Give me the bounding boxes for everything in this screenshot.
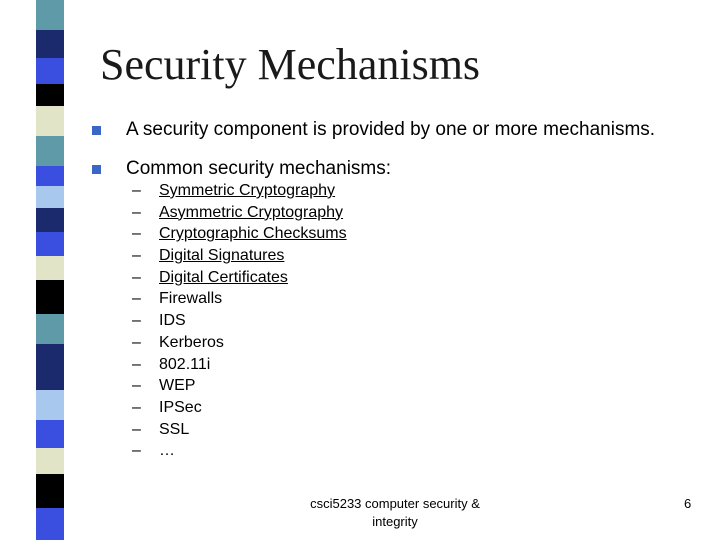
dash-marker: – — [132, 182, 141, 199]
mechanism-link[interactable]: Cryptographic Checksums — [159, 225, 347, 243]
mechanism-link[interactable]: Digital Signatures — [159, 247, 285, 265]
dash-marker: – — [132, 398, 141, 416]
square-bullet-icon — [92, 126, 101, 135]
mechanism-text: SSL — [159, 420, 190, 438]
slide-title: Security Mechanisms — [100, 40, 481, 89]
strip-block — [36, 508, 64, 540]
strip-block — [36, 30, 64, 58]
strip-block — [36, 136, 64, 166]
bullet-text: Common security mechanisms: — [126, 158, 392, 179]
dash-marker: – — [132, 442, 141, 460]
mechanism-link[interactable]: Asymmetric Cryptography — [159, 203, 344, 221]
dash-marker: – — [132, 312, 141, 330]
decorative-color-strip — [36, 0, 64, 540]
strip-block — [36, 0, 64, 30]
strip-block — [36, 106, 64, 136]
mechanism-text: … — [159, 442, 175, 460]
strip-block — [36, 448, 64, 474]
mechanism-text: WEP — [159, 377, 196, 395]
mechanism-link[interactable]: Digital Certificates — [159, 268, 288, 286]
strip-block — [36, 84, 64, 106]
dash-marker: – — [132, 333, 141, 351]
strip-block — [36, 256, 64, 280]
strip-block — [36, 344, 64, 390]
dash-marker: – — [132, 377, 141, 395]
square-bullet-icon — [92, 165, 101, 174]
page-number: 6 — [684, 496, 692, 511]
strip-block — [36, 420, 64, 448]
mechanism-text: 802.11i — [159, 355, 211, 373]
strip-block — [36, 166, 64, 186]
dash-marker: – — [132, 247, 141, 265]
strip-block — [36, 208, 64, 232]
mechanism-text: Kerberos — [159, 333, 224, 351]
dash-marker: – — [132, 290, 141, 308]
dash-marker: – — [132, 203, 141, 221]
mechanism-text: Firewalls — [159, 290, 223, 308]
strip-block — [36, 186, 64, 208]
strip-block — [36, 280, 64, 314]
strip-block — [36, 474, 64, 508]
dash-marker: – — [132, 268, 141, 286]
mechanism-text: IDS — [159, 312, 186, 330]
mechanism-link[interactable]: Symmetric Cryptography — [159, 182, 336, 199]
strip-block — [36, 232, 64, 256]
bullet-text: A security component is provided by one or more mechanisms. — [126, 119, 656, 140]
strip-block — [36, 58, 64, 84]
slide-footer: csci5233 computer security & integrity — [310, 496, 480, 529]
strip-block — [36, 314, 64, 344]
dash-marker: – — [132, 225, 141, 243]
dash-marker: – — [132, 420, 141, 438]
dash-marker: – — [132, 355, 141, 373]
strip-block — [36, 390, 64, 420]
mechanism-text: IPSec — [159, 398, 202, 416]
